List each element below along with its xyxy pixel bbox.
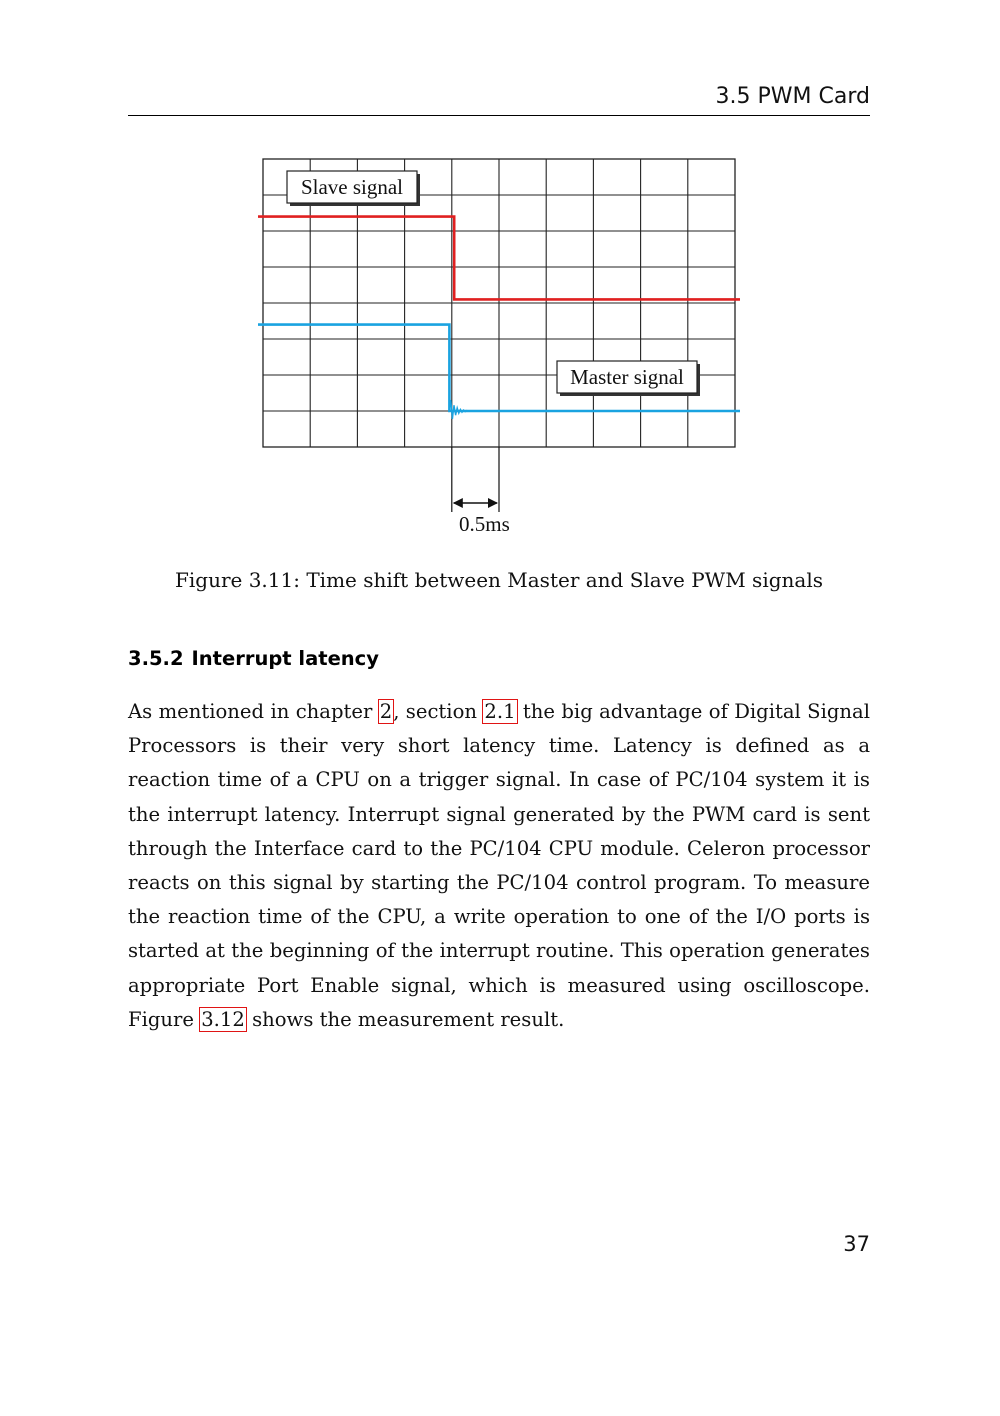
master-signal-ringing — [449, 400, 471, 419]
body-paragraph — [128, 695, 870, 1037]
chapter-reference-link[interactable]: 2 — [379, 700, 393, 723]
text-run: shows the measurement result. — [245, 1007, 565, 1031]
master-signal-label: Master signal — [570, 365, 684, 389]
slave-signal-label: Slave signal — [300, 175, 404, 199]
scope-labels — [287, 171, 700, 536]
marker-arrowhead-right — [488, 498, 498, 508]
text-run: , section — [393, 700, 484, 723]
text-run: the big advantage of Digital Signal Processors is their very short latency time. Latency is defined as a reaction time of a CPU on a trigger signal. In case of PC/104 system it is the interrupt latency. Interrupt signal generated by the PWM card is sent through the Interface card to the PC/104 CPU module. Celeron processor reacts on this signal by starting the PC/104 control program. To measure the reaction time of the CPU, a write operation to one of the I/O ports is started at the beginning of the interrupt routine. This operation generates appropriate Port Enable signal, which is measured using oscilloscope. Figure — [128, 700, 870, 1031]
section-heading — [128, 647, 379, 670]
section-reference-link[interactable]: 2.1 — [484, 700, 516, 723]
text-run: As mentioned in chapter — [128, 700, 379, 723]
running-header: 3.5 PWM Card — [128, 82, 870, 116]
page-number: 37 — [843, 1232, 870, 1256]
marker-arrowhead-left — [453, 498, 463, 508]
figure-caption: Figure 3.11: Time shift between Master and Slave PWM signals — [175, 568, 823, 592]
section-title: Interrupt latency — [191, 647, 379, 670]
section-number: 3.5.2 — [128, 647, 184, 670]
oscilloscope-figure — [0, 0, 1000, 560]
time-scale-label: 0.5ms — [459, 512, 510, 536]
figure-reference-link[interactable]: 3.12 — [201, 1007, 245, 1031]
